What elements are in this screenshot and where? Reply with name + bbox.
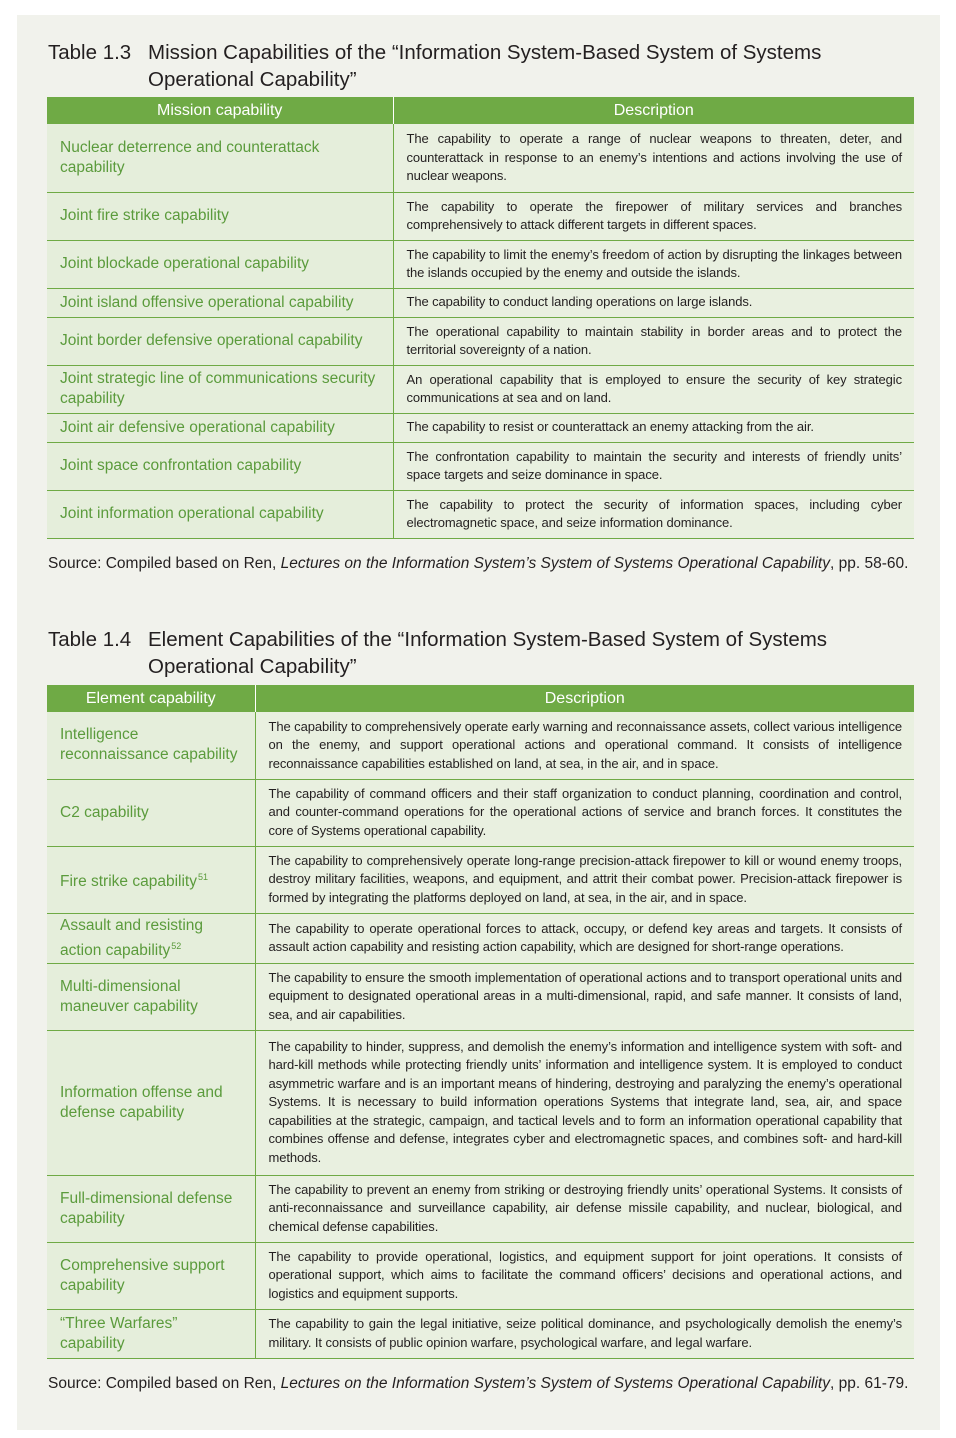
table-row bbox=[47, 1309, 914, 1358]
table-row bbox=[47, 913, 914, 963]
table-1-3-source bbox=[48, 551, 956, 576]
column-header: Element capability bbox=[47, 685, 255, 712]
column-header: Description bbox=[255, 685, 914, 712]
table-number: Table 1.4 bbox=[48, 628, 132, 651]
capability-description: The capability of command officers and their staff organization to conduct planning, coordination and control, and counter-command operations for the operational actions of service and branch forces. It constitutes the core of Systems operational capability. bbox=[255, 779, 914, 846]
capability-description: The capability to resist or counterattack an enemy attacking from the air. bbox=[393, 413, 914, 442]
capability-name-text: Multi-dimensional maneuver capability bbox=[60, 977, 198, 1015]
table-1-4-source bbox=[48, 1371, 956, 1396]
element-capabilities-table bbox=[47, 685, 914, 1359]
capability-name bbox=[47, 1309, 255, 1358]
capability-name-text: “Three Warfares” capability bbox=[60, 1314, 178, 1352]
column-header: Description bbox=[393, 97, 914, 124]
table-row bbox=[47, 490, 914, 538]
capability-name bbox=[47, 779, 255, 846]
capability-name-text: Full-dimensional defense capability bbox=[60, 1189, 233, 1227]
source-prefix: Source: Compiled based on Ren, bbox=[48, 555, 281, 572]
table-row bbox=[47, 1175, 914, 1242]
capability-name bbox=[47, 1030, 255, 1175]
capability-name bbox=[47, 192, 393, 240]
capability-description: The capability to conduct landing operations on large islands. bbox=[393, 288, 914, 317]
capability-name-text: Joint fire strike capability bbox=[60, 207, 229, 224]
capability-name-text: Joint information operational capability bbox=[60, 505, 324, 522]
mission-capabilities-table bbox=[47, 97, 914, 539]
capability-name bbox=[47, 288, 393, 317]
capability-name-text: C2 capability bbox=[60, 803, 149, 821]
capability-name-text: Joint strategic line of communications security capability bbox=[60, 370, 376, 407]
capability-description: The capability to protect the security of information spaces, including cyber electromagnetic space, and seize information dominance. bbox=[393, 490, 914, 538]
capability-description: The capability to comprehensively operate early warning and reconnaissance assets, collect various intelligence on the enemy, and support operational actions and operational command. It consists of intelligence reconnaissance capabilities established on land, at sea, in the air, and in space. bbox=[255, 712, 914, 779]
source-suffix: , pp. 61-79. bbox=[830, 1375, 909, 1392]
source-prefix: Source: Compiled based on Ren, bbox=[48, 1375, 281, 1392]
table-row bbox=[47, 288, 914, 317]
capability-description: The capability to operate a range of nuclear weapons to threaten, deter, and counterattack in response to an enemy’s intentions and actions involving the use of nuclear weapons. bbox=[393, 124, 914, 192]
capability-description: The capability to limit the enemy’s freedom of action by disrupting the linkages between the islands occupied by the enemy and outside the islands. bbox=[393, 240, 914, 288]
table-row bbox=[47, 1030, 914, 1175]
source-title: Lectures on the Information System’s System of Systems Operational Capability bbox=[280, 555, 830, 572]
capability-name bbox=[47, 913, 255, 963]
table-header-row bbox=[47, 97, 914, 124]
capability-name bbox=[47, 1175, 255, 1242]
capability-name bbox=[47, 365, 393, 413]
table-row bbox=[47, 317, 914, 365]
table-caption: Mission Capabilities of the “Information System-Based System of Systems Operational Capability” bbox=[148, 41, 822, 91]
capability-name-text: Nuclear deterrence and counterattack capability bbox=[60, 138, 320, 176]
capability-description: The operational capability to maintain stability in border areas and to protect the territorial sovereignty of a nation. bbox=[393, 317, 914, 365]
column-header: Mission capability bbox=[47, 97, 393, 124]
table-row bbox=[47, 712, 914, 779]
capability-name bbox=[47, 846, 255, 913]
capability-description: The confrontation capability to maintain the security and interests of friendly units’ space targets and seize dominance in space. bbox=[393, 442, 914, 490]
capability-name-text: Comprehensive support capability bbox=[60, 1256, 225, 1294]
capability-name-text: Joint blockade operational capability bbox=[60, 255, 310, 272]
table-row bbox=[47, 963, 914, 1030]
capability-name bbox=[47, 317, 393, 365]
capability-name bbox=[47, 490, 393, 538]
capability-name bbox=[47, 413, 393, 442]
table-1-3-title bbox=[48, 39, 908, 93]
table-row bbox=[47, 413, 914, 442]
document-page bbox=[17, 15, 940, 1430]
capability-name-text: Joint space confrontation capability bbox=[60, 457, 302, 474]
capability-description: The capability to provide operational, logistics, and equipment support for joint operations. It consists of operational support, which aims to facilitate the command officers’ decisions and operational actions, and logistics and equipment supports. bbox=[255, 1242, 914, 1309]
capability-name-text: Joint border defensive operational capability bbox=[60, 332, 363, 349]
table-caption: Element Capabilities of the “Information System-Based System of Systems Operational Capability” bbox=[148, 628, 828, 678]
capability-description: The capability to operate the firepower of military services and branches comprehensively to attack different targets in different spaces. bbox=[393, 192, 914, 240]
capability-description: The capability to hinder, suppress, and demolish the enemy’s information and intelligence system with soft- and hard-kill methods while protecting friendly units’ information and intelligence system. It is employed to conduct asymmetric warfare and is an important means of hindering, destroying and paralyzing the enemy’s operational Systems. It is necessary to build information operations Systems that integrate land, sea, air, and space capabilities at the strategic, campaign, and tactical levels and to form an information operational capability that combines offense and defense, integrates cyber and electromagnetic spaces, and combines soft- and hard-kill methods. bbox=[255, 1030, 914, 1175]
table-row bbox=[47, 192, 914, 240]
table-number: Table 1.3 bbox=[48, 41, 132, 64]
capability-name bbox=[47, 124, 393, 192]
capability-name bbox=[47, 712, 255, 779]
capability-description: The capability to ensure the smooth implementation of operational actions and to transport operational units and equipment to designated operational areas in a multi-dimensional, rapid, and safe manner. It consists of land, sea, and air capabilities. bbox=[255, 963, 914, 1030]
capability-name-text: Assault and resisting action capability bbox=[60, 916, 204, 959]
capability-description: An operational capability that is employed to ensure the security of key strategic communications at sea and on land. bbox=[393, 365, 914, 413]
capability-name-text: Intelligence reconnaissance capability bbox=[60, 726, 238, 764]
table-row bbox=[47, 779, 914, 846]
capability-name bbox=[47, 963, 255, 1030]
capability-name-text: Joint island offensive operational capability bbox=[60, 293, 354, 311]
table-row bbox=[47, 1242, 914, 1309]
capability-name-text: Fire strike capability bbox=[60, 873, 197, 890]
table-row bbox=[47, 846, 914, 913]
table-1-4-title bbox=[48, 626, 908, 680]
capability-name bbox=[47, 442, 393, 490]
capability-name-text: Joint air defensive operational capability bbox=[60, 418, 335, 436]
capability-description: The capability to gain the legal initiative, seize political dominance, and psychologically demolish the enemy’s military. It consists of public opinion warfare, psychological warfare, and legal warfare. bbox=[255, 1309, 914, 1358]
capability-name bbox=[47, 1242, 255, 1309]
source-suffix: , pp. 58-60. bbox=[830, 555, 909, 572]
capability-description: The capability to prevent an enemy from striking or destroying friendly units’ operational Systems. It consists of anti-reconnaissance and surveillance capability, air defense missile capability, and nuclear, biological, and chemical defense capabilities. bbox=[255, 1175, 914, 1242]
footnote-marker: 52 bbox=[171, 940, 182, 951]
table-row bbox=[47, 124, 914, 192]
source-title: Lectures on the Information System’s System of Systems Operational Capability bbox=[280, 1375, 830, 1392]
table-header-row bbox=[47, 685, 914, 712]
capability-name bbox=[47, 240, 393, 288]
footnote-marker: 51 bbox=[197, 872, 208, 882]
capability-name-text: Information offense and defense capability bbox=[60, 1083, 223, 1121]
table-row bbox=[47, 365, 914, 413]
table-row bbox=[47, 240, 914, 288]
capability-description: The capability to operate operational forces to attack, occupy, or defend key areas and targets. It consists of assault action capability and resisting action capability, which are designed for short-range operations. bbox=[255, 913, 914, 963]
table-row bbox=[47, 442, 914, 490]
capability-description: The capability to comprehensively operate long-range precision-attack firepower to kill or wound enemy troops, destroy military facilities, weapons, and equipment, and attrit their combat power. Precision-attack firepower is formed by integrating the platforms deployed on land, at sea, in the air, and in space. bbox=[255, 846, 914, 913]
